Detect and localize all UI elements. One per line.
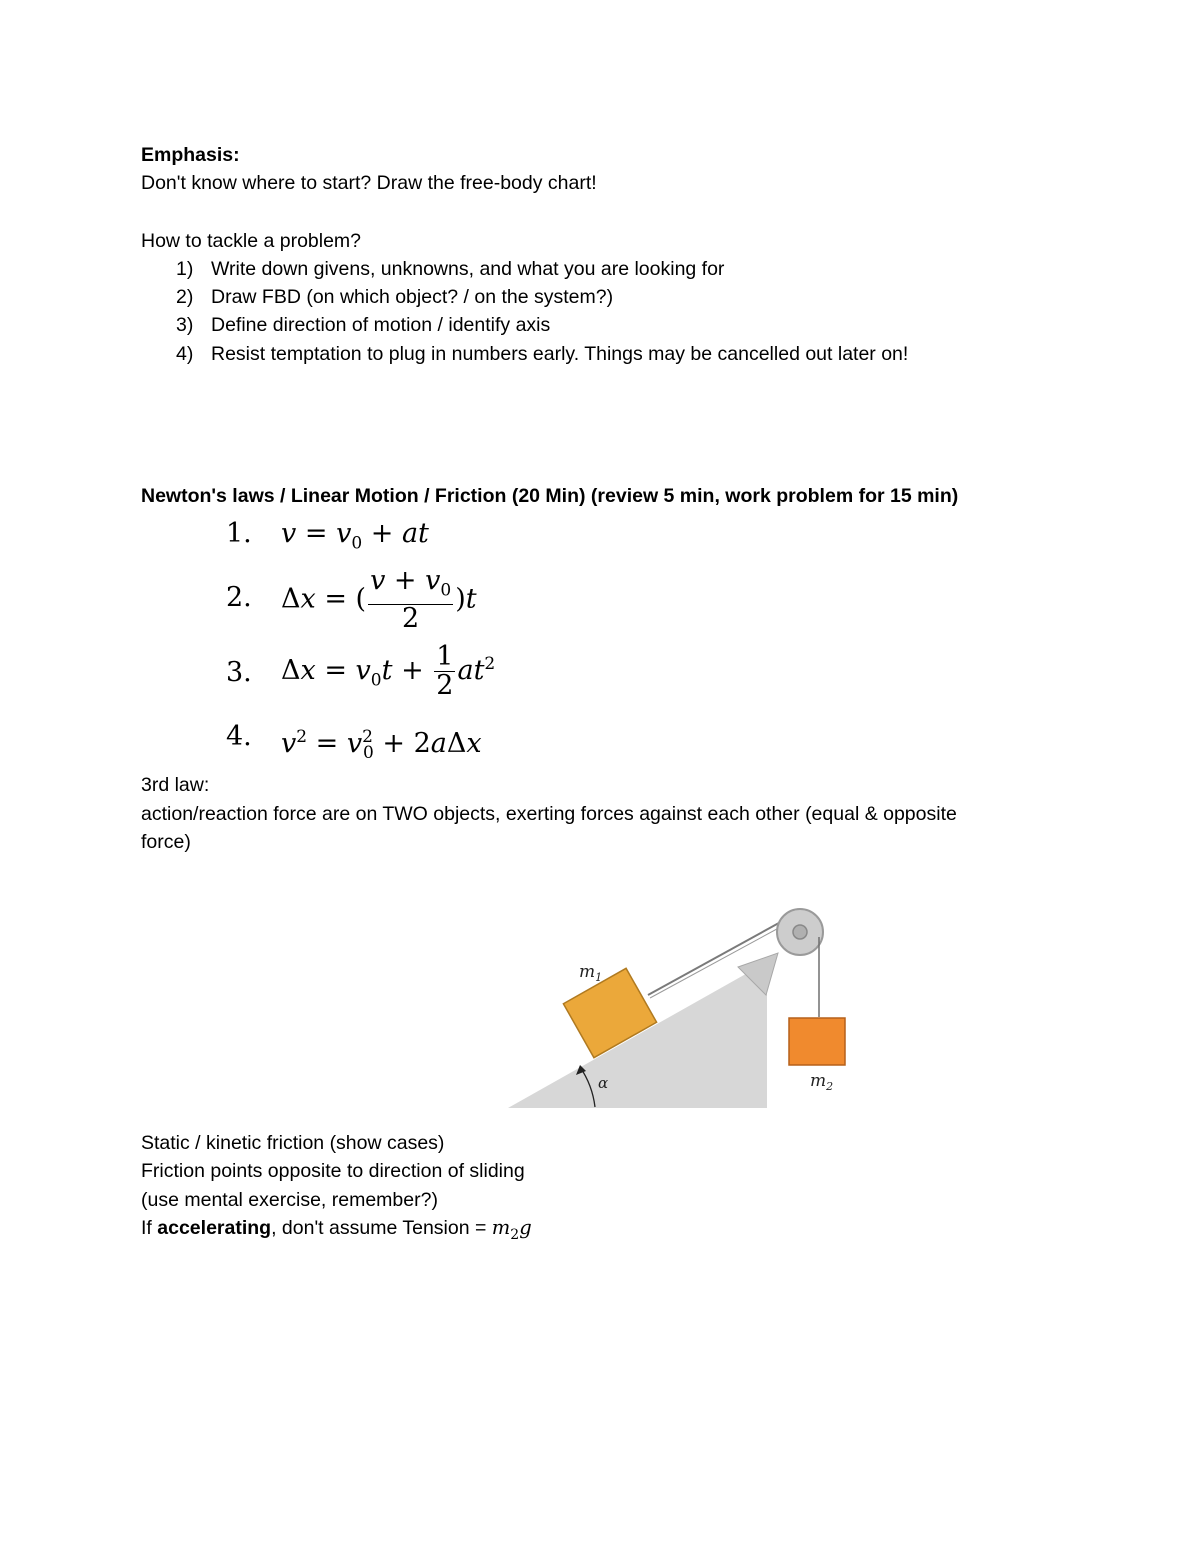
tackle-heading: How to tackle a problem? <box>141 230 362 252</box>
m1-label: $m_1$ <box>579 962 603 984</box>
equation-3-number: 3. <box>226 657 252 688</box>
equation-4-number: 4. <box>226 721 252 752</box>
incline-ramp <box>508 962 767 1108</box>
friction-line-4-pre: If <box>141 1217 158 1239</box>
angle-label: α <box>598 1074 609 1092</box>
third-law-line-2: force) <box>141 831 191 853</box>
incline-pulley-diagram <box>500 895 880 1125</box>
list-number: 3) <box>176 314 194 336</box>
friction-line-4 <box>141 1216 532 1247</box>
equation-3: $\Delta x = v_0t$ + $\frac{1}{2}$ $at^2$ <box>281 641 496 701</box>
block-m2 <box>789 1018 845 1065</box>
m2-label: $m_2$ <box>810 1071 834 1093</box>
friction-line-2: Friction points opposite to direction of sliding <box>141 1160 525 1182</box>
friction-line-1: Static / kinetic friction (show cases) <box>141 1132 445 1154</box>
equation-2-number: 2. <box>226 582 252 613</box>
list-number: 1) <box>176 258 194 280</box>
equation-2: Δx = ( $\frac{v + v_0}{2}$ )t <box>281 565 477 635</box>
friction-line-4-post: , don't assume Tension = <box>271 1217 492 1239</box>
equation-1-number: 1. <box>226 518 252 549</box>
equation-4: $v^2 = v^2_0 + 2a\Delta x$ <box>281 727 482 764</box>
list-text: Draw FBD (on which object? / on the system?) <box>211 286 614 308</box>
accelerating-emphasis: accelerating <box>157 1217 272 1239</box>
list-number: 2) <box>176 286 194 308</box>
list-text: Write down givens, unknowns, and what you are looking for <box>211 258 725 280</box>
tension-math: $m_2g$ <box>491 1216 532 1243</box>
equation-1: $v = v_0$ + at <box>281 518 429 554</box>
emphasis-heading: Emphasis: <box>141 144 240 166</box>
third-law-line-1: action/reaction force are on TWO objects, exerting forces against each other (equal & opposite <box>141 803 957 825</box>
third-law-heading: 3rd law: <box>141 774 210 796</box>
emphasis-text: Don't know where to start? Draw the free-body chart! <box>141 172 597 194</box>
friction-line-3: (use mental exercise, remember?) <box>141 1189 438 1211</box>
list-text: Resist temptation to plug in numbers early. Things may be cancelled out later on! <box>211 343 909 365</box>
list-number: 4) <box>176 343 194 365</box>
list-text: Define direction of motion / identify axis <box>211 314 551 336</box>
pulley-axle <box>793 925 807 939</box>
newton-heading: Newton's laws / Linear Motion / Friction (20 Min) (review 5 min, work problem for 15 min) <box>141 485 959 507</box>
